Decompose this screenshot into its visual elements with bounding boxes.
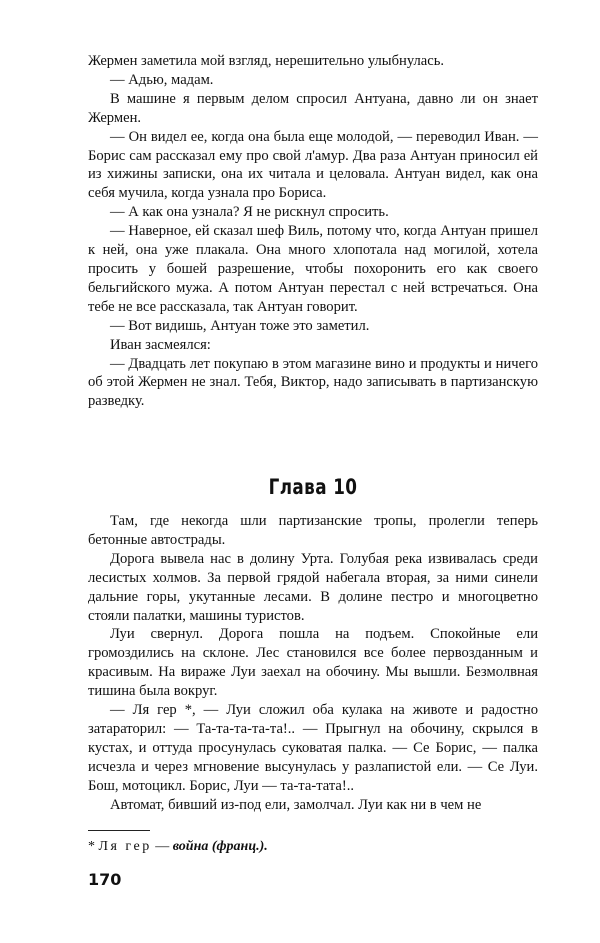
footnote-dash: — (155, 839, 170, 854)
text-block-chapter (88, 512, 538, 815)
chapter-title: Глава 10 (268, 475, 358, 499)
paragraph: — А как она узнала? Я не рискнул спросить. (110, 204, 389, 221)
footnote-definition: война (172, 839, 209, 854)
paragraph: — Двадцать лет покупаю в этом магазине вино и продукты и ничего об этой Жермен не знал. Тебя, Виктор, надо записывать в партизанскую разведку. (88, 355, 538, 410)
paragraph: Луи свернул. Дорога пошла на подъем. Спокойные ели громоздились на склоне. Лес становился все более первозданным и красивым. На вираже Луи заехал на обочину. Мы вышли. Безмолвная тишина была вокруг. (88, 626, 538, 700)
paragraph: Автомат, бивший из-под ели, замолчал. Луи как ни в чем не (110, 796, 482, 813)
paragraph: В машине я первым делом спросил Антуана, давно ли он знает Жермен. (88, 90, 538, 126)
paragraph: — Он видел ее, когда она была еще молодой, — переводил Иван. — Борис сам рассказал ему про свой л'амур. Два раза Антуан приносил ей из хижины записки, она их читала и целовала. Антуан видел, как она себя мучила, когда узнала про Бориса. (88, 128, 538, 202)
paragraph: Иван засмеялся: (110, 336, 211, 353)
paragraph: — Вот видишь, Антуан тоже это заметил. (110, 317, 370, 334)
paragraph: Дорога вывела нас в долину Урта. Голубая река извивалась среди лесистых холмов. За первой грядой набегала вторая, за ними синели дальние горы, укутанные лесами. В долине пестро и многоцветно стояли палатки, машины туристов. (88, 550, 538, 624)
paragraph: Жермен заметила мой взгляд, нерешительно улыбнулась. (88, 53, 445, 69)
paragraph: Там, где некогда шли партизанские тропы, пролегли теперь бетонные автострады. (88, 513, 538, 548)
text-block-top (88, 52, 538, 411)
paragraph: — Наверное, ей сказал шеф Виль, потому что, когда Антуан пришел к ней, она уже плакала. Она много хлопотала над могилой, хотела просить у бошей разрешение, чтобы похоронить его как своего бельгийского мужа. А потом Антуан перестал с ней встречаться. Она тебе не все рассказала, так Антуан говорит. (88, 223, 538, 315)
footnote-divider (88, 830, 150, 831)
footnote-term: Ля гер (98, 839, 152, 854)
paragraph: — Ля гер *, — Луи сложил оба кулака на животе и радостно затараторил: — Та-та-та-та-та!.. — Прыгнул на обочину, скрылся в кустах, и оттуда просунулась суковатая палка. — Се Борис, — палка исчезла и через мгновение высунулась у разлапистой ели. — Се Луи. Бош, мотоцикл. Борис, Луи — та-та-тата!.. (88, 702, 538, 794)
footnote-source: (франц.). (211, 839, 268, 854)
page-number: 170 (88, 870, 122, 889)
paragraph: — Адью, мадам. (110, 71, 214, 88)
footnote (88, 838, 538, 856)
footnote-marker: * (88, 839, 95, 854)
